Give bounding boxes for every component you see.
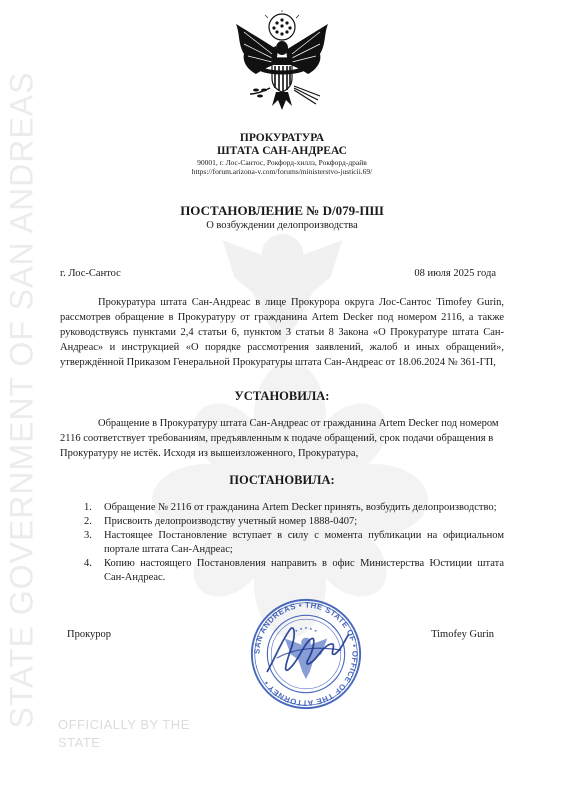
signatory-title: Прокурор — [67, 629, 112, 640]
org-website-link[interactable]: https://forum.arizona-v.com/forums/ministerstvo-justicii.69/ — [191, 167, 373, 176]
org-name-line2: ШТАТА САН-АНДРЕАС — [216, 145, 347, 157]
established-heading: УСТАНОВИЛА: — [234, 389, 330, 403]
decision-text: Копию настоящего Постановления направить в офис Министерства Юстиции штата Сан-Андреас. — [104, 558, 504, 583]
decision-item — [84, 557, 504, 585]
seal-ring-text: SAN ANDREAS • THE STATE OF • OFFICE OF THE ATTORNEY • — [252, 600, 360, 708]
official-seal-stamp — [248, 596, 364, 712]
decision-number: 4. — [84, 558, 92, 569]
decisions-list — [84, 501, 504, 585]
org-address: 90001, г. Лос-Сантос, Рокфорд-хиллз, Рокфорд-драйв — [197, 158, 367, 167]
document-date: 08 июля 2025 года — [414, 268, 496, 279]
decision-text: Присвоить делопроизводству учетный номер 1888-0407; — [104, 516, 358, 527]
decided-heading: ПОСТАНОВИЛА: — [229, 473, 335, 487]
eagle-emblem-icon — [232, 10, 332, 125]
org-name — [0, 132, 564, 158]
decision-item — [84, 529, 504, 557]
document-title: ПОСТАНОВЛЕНИЕ № D/079-ПШ — [180, 203, 384, 218]
established-paragraph: Обращение в Прокуратуру штата Сан-Андреас от гражданина Artem Decker под номером 2116 соответствует требованиям, предъявленным к подаче обращений, срок подачи обращения в Прокуратуру не истёк. Исходя из вышеизложенного, Прокуратура, — [60, 418, 499, 459]
decision-item — [84, 501, 504, 515]
decision-number: 2. — [84, 516, 92, 527]
decision-text: Настоящее Постановление вступает в силу с момента публикации на официальном портале штата Сан-Андреас; — [104, 530, 504, 555]
intro-paragraph: Прокуратура штата Сан-Андреас в лице Прокурора округа Лос-Сантос Timofey Gurin, рассмотрев обращение в Прокуратуру от гражданина Artem Decker под номером 2116, а также руководствуясь пунктами 2,4 статьи 6, пунктом 3 статьи 8 Закона «О Прокуратуре штата Сан-Андреас» и инструкцией «О порядке рассмотрения заявлений, жалоб и иных обращений», утверждённой Приказом Генеральной Прокуратуры штата Сан-Андреас от 18.06.2024 № 361-ГП, — [60, 297, 504, 368]
decision-item — [84, 515, 504, 529]
decision-number: 3. — [84, 530, 92, 541]
document-city: г. Лос-Сантос — [60, 268, 121, 279]
signatory-name: Timofey Gurin — [431, 629, 494, 640]
decision-number: 1. — [84, 502, 92, 513]
org-name-line1: ПРОКУРАТУРА — [239, 132, 325, 144]
side-watermark-text: STATE GOVERNMENT OF SAN ANDREAS — [3, 71, 40, 729]
document-subtitle: О возбуждении делопроизводства — [206, 220, 358, 231]
official-watermark: OFFICIALLY BY THE STATE — [58, 717, 190, 750]
decision-text: Обращение № 2116 от гражданина Artem Decker принять, возбудить делопроизводство; — [104, 502, 497, 513]
